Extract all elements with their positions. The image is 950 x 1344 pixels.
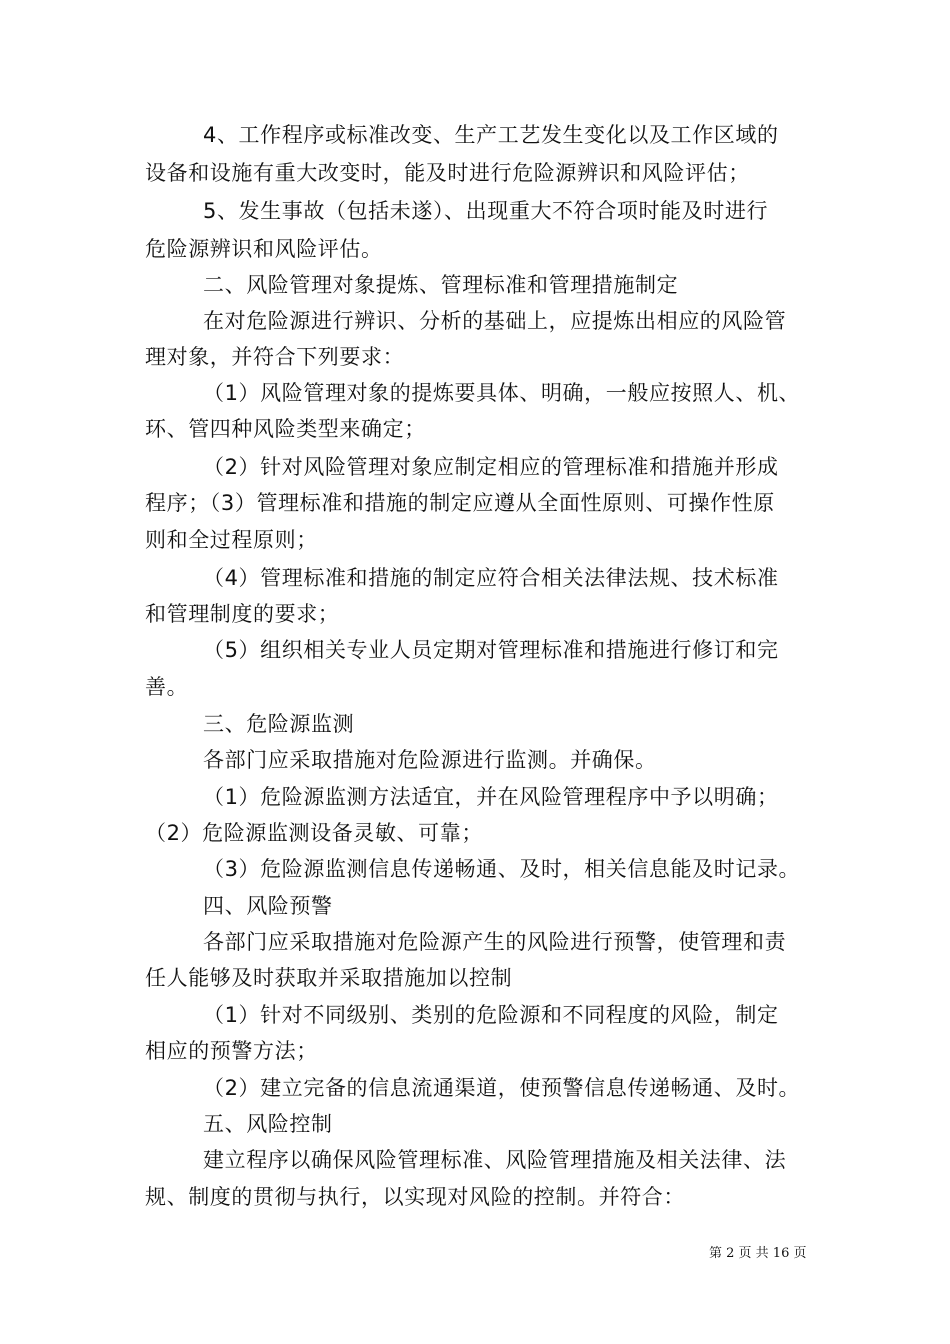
text-line: 则和全过程原则； [145, 528, 318, 552]
text-line: 相应的预警方法； [145, 1039, 318, 1063]
text-line: （3）危险源监测信息传递畅通、及时，相关信息能及时记录。 [203, 857, 801, 881]
text-line: （1）针对不同级别、类别的危险源和不同程度的风险，制定 [203, 1003, 779, 1027]
text-line: 各部门应采取措施对危险源产生的风险进行预警，使管理和责 [203, 930, 787, 954]
section-heading: 四、风险预警 [203, 894, 333, 918]
text-line: 和管理制度的要求； [145, 602, 340, 626]
page-number: 第 2 页 共 16 页 [709, 1246, 807, 1261]
text-line: （4）管理标准和措施的制定应符合相关法律法规、技术标准 [203, 566, 779, 590]
text-line: （2）危险源监测设备灵敏、可靠； [145, 821, 483, 845]
text-line: 5、发生事故（包括未遂）、出现重大不符合项时能及时进行 [203, 199, 769, 223]
text-line: （1）风险管理对象的提炼要具体、明确，一般应按照人、机、 [203, 381, 801, 405]
text-line: 规、制度的贯彻与执行，以实现对风险的控制。并符合： [145, 1185, 685, 1209]
text-line: 4、工作程序或标准改变、生产工艺发生变化以及工作区域的 [203, 123, 779, 147]
text-line: 环、管四种风险类型来确定； [145, 417, 426, 441]
text-line: 任人能够及时获取并采取措施加以控制 [145, 966, 513, 990]
text-line: 设备和设施有重大改变时，能及时进行危险源辨识和风险评估； [145, 161, 750, 185]
section-heading: 五、风险控制 [203, 1112, 333, 1136]
text-line: 在对危险源进行辨识、分析的基础上，应提炼出相应的风险管 [203, 309, 787, 333]
text-line: 程序；（3）管理标准和措施的制定应遵从全面性原则、可操作性原 [145, 491, 775, 515]
text-line: 危险源辨识和风险评估。 [145, 237, 383, 261]
text-line: （1）危险源监测方法适宜，并在风险管理程序中予以明确； [203, 785, 779, 809]
section-heading: 三、危险源监测 [203, 712, 355, 736]
text-line: 建立程序以确保风险管理标准、风险管理措施及相关法律、法 [203, 1148, 787, 1172]
text-line: 善。 [145, 675, 189, 699]
section-heading: 二、风险管理对象提炼、管理标准和管理措施制定 [203, 273, 679, 297]
text-line: 各部门应采取措施对危险源进行监测。并确保。 [203, 748, 657, 772]
text-line: 理对象，并符合下列要求： [145, 345, 405, 369]
text-line: （2）建立完备的信息流通渠道，使预警信息传递畅通、及时。 [203, 1076, 801, 1100]
text-line: （2）针对风险管理对象应制定相应的管理标准和措施并形成 [203, 455, 779, 479]
text-line: （5）组织相关专业人员定期对管理标准和措施进行修订和完 [203, 638, 779, 662]
